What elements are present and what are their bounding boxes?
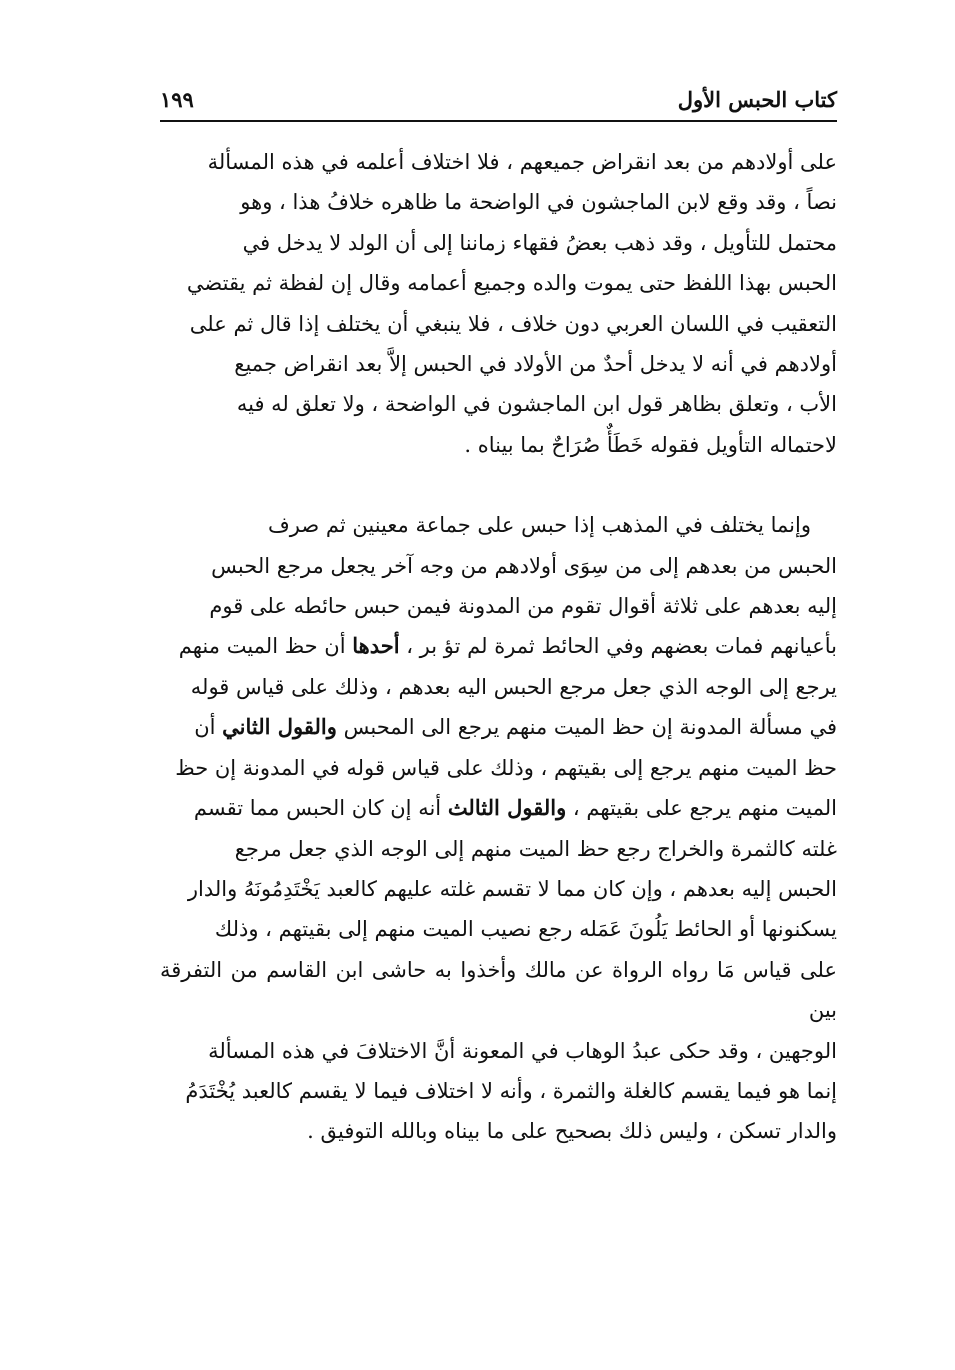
- text-line: الوجهين ، وقد حكى عبدُ الوهاب في المعونة أنَّ الاختلافَ في هذه المسألة: [208, 1038, 837, 1063]
- text-run: أن حظ الميت منهم: [178, 634, 353, 659]
- text-run: الميت منهم يرجع على بقيتهم ،: [566, 796, 837, 821]
- text-line: محتمل للتأويل ، وقد ذهب بعضُ فقهاء زماننا إلى أن الولد لا يدخل في: [242, 230, 837, 255]
- text-run: أنه إن كان الحبس مما تقسم: [193, 796, 448, 821]
- header-divider: [160, 120, 837, 122]
- text-run: بأعيانهم فمات بعضهم وفي الحائط ثمرة لم تؤ بر ،: [399, 634, 837, 659]
- text-line: إنما هو فيما يقسم كالغلة والثمرة ، وأنه لا اختلاف فيما لا يقسم كالعبد يُخْتَدَمُ: [185, 1078, 837, 1103]
- text-line: الحبس إليه بعدهم ، وإن كان مما لا تقسم غلته عليهم كالعبد يَخْتَدِمُونَهُ والدار: [187, 876, 837, 901]
- text-line: [160, 788, 837, 828]
- text-line: والدار تسكن ، وليس ذلك بصحيح على ما بيناه وبالله التوفيق .: [307, 1119, 837, 1144]
- text-line: على أولادهم من بعد انقراض جميعهم ، فلا اختلاف أعلمه في هذه المسألة: [207, 150, 837, 174]
- bold-term-first: أحدها: [352, 633, 400, 659]
- text-line: غلته كالثمرة والخراج رجع حظ الميت منهم إلى الوجه الذي جعل مرجع: [234, 836, 837, 861]
- text-line: أولادهم في أنه لا يدخل أحدٌ من الأولاد في الحبس إلاَّ بعد انقراض جميع: [234, 352, 837, 377]
- text-run: أن: [194, 715, 223, 740]
- text-line: وإنما يختلف في المذهب إذا حبس على جماعة معينين ثم صرف: [268, 513, 811, 538]
- bold-term-second: والقول الثاني: [222, 714, 337, 740]
- text-line: نصاً ، وقد وقع لابن الماجشون في الواضحة ما ظاهره خلافُ هذا ، وهو: [240, 190, 837, 215]
- page-number: ١٩٩: [160, 86, 194, 112]
- page-header: [160, 82, 837, 116]
- paragraph-2: [160, 505, 837, 1152]
- text-line: يرجع إلى الوجه الذي جعل مرجع الحبس اليه بعدهم ، وذلك على قياس قوله: [190, 674, 837, 699]
- text-line: التعقيب في اللسان العربي دون خلاف ، فلا ينبغي أن يختلف إذا قال ثم على: [189, 311, 837, 336]
- paragraph-1: [160, 142, 837, 465]
- text-line: حظ الميت منهم يرجع إلى بقيتهم ، وذلك على قياس قوله في المدونة إن حظ: [175, 755, 837, 780]
- text-run: في مسألة المدونة إن حظ الميت منهم يرجع الى المحبس: [336, 715, 837, 740]
- text-line: [160, 626, 837, 666]
- running-title: كتاب الحبس الأول: [677, 86, 837, 112]
- bold-term-third: والقول الثالث: [447, 795, 567, 821]
- text-line: [160, 707, 837, 747]
- text-line: الحبس من بعدهم إلى من سِوَى أولادهم من وجه آخر يجعل مرجع الحبس: [211, 553, 837, 578]
- text-line: على قياس مَا رواه الرواة عن مالك وأخذوا به حاشى ابن القاسم من التفرقة بين: [160, 957, 837, 1023]
- document-page: [160, 82, 837, 1212]
- text-line: يسكنونها أو الحائط يَلُونَ عَمَله رجع نصيب الميت منهم إلى بقيتهم ، وذلك: [214, 917, 837, 942]
- text-line: إليه بعدهم على ثلاثة أقوال تقوم من المدونة فيمن حبس حائطه على قوم: [209, 594, 837, 619]
- text-line: لاحتماله التأويل فقوله خَطَأٌ صُرَاحٌ بما بيناه .: [464, 432, 837, 457]
- text-line: الأب ، وتعلق بظاهر قول ابن الماجشون في الواضحة ، ولا تعلق له فيه: [236, 392, 837, 417]
- text-line: الحبس بهذا اللفظ حتى يموت والده وجميع أعمامه وقال إن لفظة ثم يقتضي: [186, 271, 837, 296]
